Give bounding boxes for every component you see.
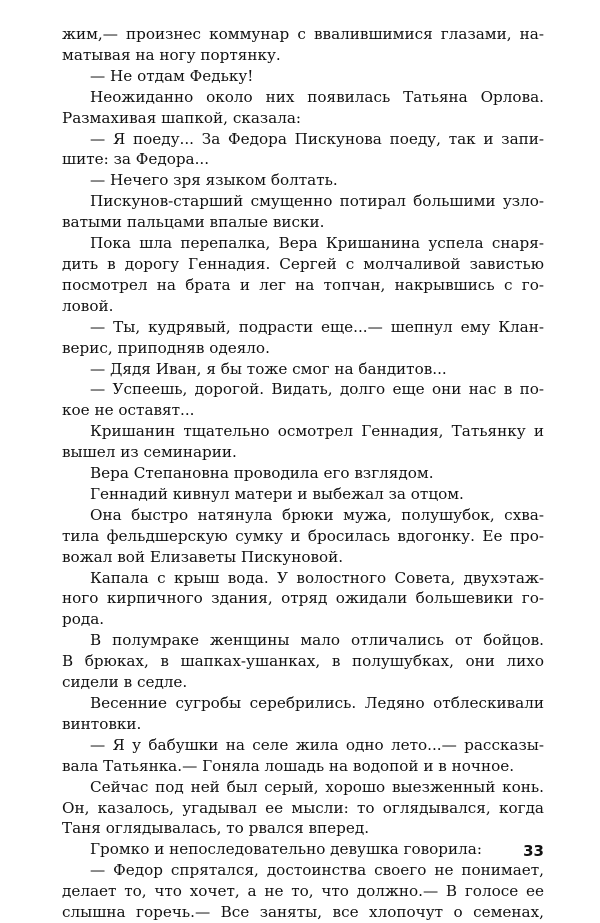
text-line: — Ты, кудрявый, подрасти еще...— шепнул ему Клан-: [90, 317, 544, 336]
text-line: В брюках, в шапках-ушанках, в полушубках, они лихо: [62, 652, 544, 671]
text-line: Пока шла перепалка, Вера Кришанина успела снаря-: [90, 234, 544, 253]
text-line: вышел из семинарии.: [62, 443, 237, 462]
text-line: ватыми пальцами впалые виски.: [62, 213, 325, 232]
paragraph: [62, 233, 544, 317]
text-line: — Нечего зря языком болтать.: [90, 171, 338, 190]
page-text: [62, 24, 544, 923]
text-line: жим,— произнес коммунар с ввалившимися глазами, на-: [62, 25, 544, 43]
text-line: — Не отдам Федьку!: [90, 66, 254, 85]
text-line: кое не оставят...: [62, 401, 195, 420]
text-line: вожал вой Елизаветы Пискуновой.: [62, 547, 344, 566]
paragraph: [62, 735, 544, 777]
paragraph: [62, 66, 544, 87]
paragraph: [62, 484, 544, 505]
text-line: ного кирпичного здания, отряд ожидали большевики го-: [62, 589, 544, 608]
paragraph: [62, 359, 544, 380]
text-line: Капала с крыш вода. У волостного Совета, двухэтаж-: [90, 568, 544, 587]
paragraph: [62, 191, 544, 233]
paragraph: [62, 129, 544, 171]
text-line: вала Татьянка.— Гоняла лошадь на водопой и в ночное.: [62, 756, 515, 775]
text-line: слышна горечь.— Все заняты, все хлопочут о семенах,: [62, 903, 544, 922]
text-line: Пискунов-старший смущенно потирал большими узло-: [90, 192, 544, 211]
text-line: Кришанин тщательно осмотрел Геннадия, Татьянку и: [90, 422, 544, 441]
paragraph: [62, 24, 544, 66]
text-line: верис, приподняв одеяло.: [62, 338, 270, 357]
text-line: — Я у бабушки на селе жила одно лето...— рассказы-: [90, 735, 544, 754]
text-line: Вера Степановна проводила его взглядом.: [90, 464, 434, 483]
text-line: Геннадий кивнул матери и выбежал за отцом.: [90, 484, 464, 503]
paragraph: [62, 839, 544, 860]
paragraph: [62, 463, 544, 484]
paragraph: [62, 87, 544, 129]
page-number: 33: [523, 842, 544, 860]
text-line: тила фельдшерскую сумку и бросилась вдогонку. Ее про-: [62, 526, 544, 545]
text-line: дить в дорогу Геннадия. Сергей с молчаливой завистью: [62, 254, 544, 273]
text-line: В полумраке женщины мало отличались от бойцов.: [90, 631, 544, 650]
text-line: Она быстро натянула брюки мужа, полушубок, схва-: [90, 505, 544, 524]
paragraph: [62, 170, 544, 191]
text-line: ловой.: [62, 296, 114, 315]
text-line: шите: за Федора...: [62, 150, 210, 169]
text-line: сидели в седле.: [62, 673, 188, 692]
text-line: — Я поеду... За Федора Пискунова поеду, так и запи-: [90, 129, 544, 148]
paragraph: [62, 693, 544, 735]
paragraph: [62, 505, 544, 568]
paragraph: [62, 630, 544, 693]
paragraph: [62, 379, 544, 421]
text-line: — Успеешь, дорогой. Видать, долго еще они нас в по-: [90, 380, 544, 399]
text-line: винтовки.: [62, 714, 142, 733]
text-line: Весенние сугробы серебрились. Ледяно отблескивали: [90, 694, 544, 712]
text-line: рода.: [62, 610, 105, 629]
paragraph: [62, 317, 544, 359]
text-line: делает то, что хочет, а не то, что должно.— В голосе ее: [62, 882, 544, 901]
text-line: Размахивая шапкой, сказала:: [62, 108, 302, 127]
text-line: Сейчас под ней был серый, хорошо выезженный конь.: [90, 777, 544, 796]
text-line: Таня оглядывалась, то рвался вперед.: [62, 819, 370, 838]
text-line: матывая на ногу портянку.: [62, 45, 281, 64]
text-line: Неожиданно около них появилась Татьяна Орлова.: [90, 87, 544, 106]
paragraph: [62, 421, 544, 463]
paragraph: [62, 568, 544, 631]
text-line: Громко и непоследовательно девушка говорила:: [90, 840, 482, 859]
paragraph: [62, 860, 544, 923]
paragraph: [62, 777, 544, 840]
text-line: — Дядя Иван, я бы тоже смог на бандитов...: [90, 359, 447, 378]
text-line: — Федор спрятался, достоинства своего не понимает,: [90, 861, 544, 880]
text-line: посмотрел на брата и лег на топчан, накрывшись с го-: [62, 275, 544, 294]
text-line: Он, казалось, угадывал ее мысли: то оглядывался, когда: [62, 798, 544, 817]
